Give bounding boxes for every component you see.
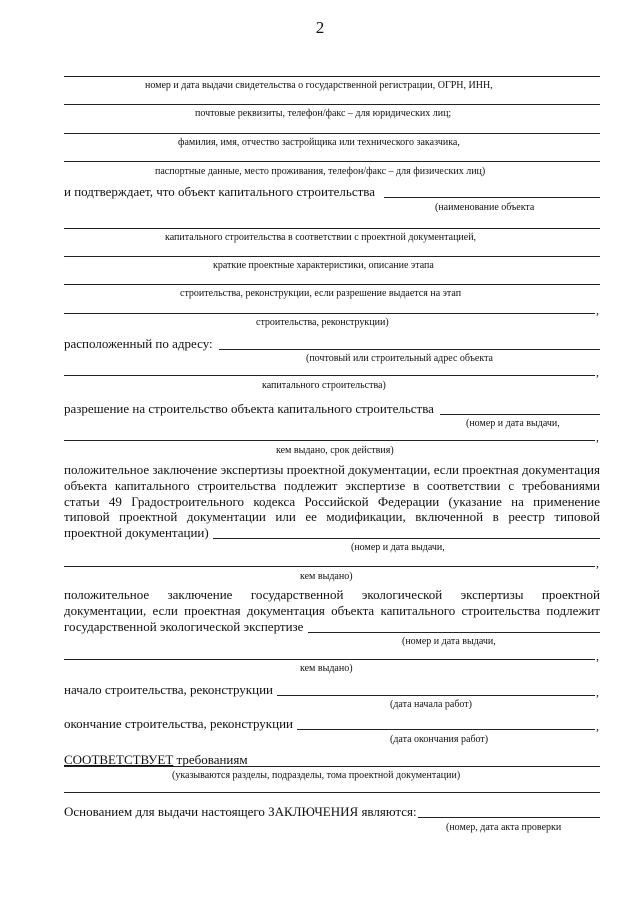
blank-line-fio	[64, 133, 600, 134]
blank-line-permit	[440, 414, 600, 415]
blank-line-expertise2	[64, 566, 595, 567]
text-complies	[64, 752, 248, 767]
expertise-line-5: проектной документации)	[64, 525, 209, 541]
blank-line-registration	[64, 76, 600, 77]
blank-line-stage2	[64, 313, 595, 314]
expertise-line-3: статьи 49 Градостроительного кодекса Российской Федерации (указание на применение	[64, 493, 600, 509]
complies-word: СООТВЕТСТВУЕТ	[64, 752, 174, 767]
eco-line-2: документации, если проектная документация объекта капитального строительства подлежит	[64, 602, 600, 618]
complies-rest: требованиям	[176, 752, 248, 767]
page-number: 2	[315, 18, 325, 37]
blank-line-postal	[64, 104, 600, 105]
blank-line-permit2	[64, 440, 595, 441]
blank-line-requirements2	[64, 792, 600, 793]
caption-postal: почтовые реквизиты, телефон/факс – для юридических лиц;	[195, 108, 452, 119]
paragraph-eco	[64, 587, 600, 634]
caption-basis: (номер, дата акта проверки	[446, 822, 562, 833]
caption-stage2: строительства, реконструкции)	[256, 317, 389, 328]
blank-line-brief	[64, 256, 600, 257]
blank-line-start	[277, 695, 595, 696]
text-end: окончание строительства, реконструкции	[64, 716, 293, 731]
caption-permit2: кем выдано, срок действия)	[276, 445, 394, 456]
blank-line-object-name	[384, 197, 600, 198]
expertise-line-2: объекта капитального строительства подлежит экспертизе в соответствии с требованиями	[64, 477, 600, 493]
comma-end: ,	[596, 719, 599, 733]
caption-brief: краткие проектные характеристики, описание этапа	[213, 260, 434, 271]
caption-expertise2: кем выдано)	[300, 571, 353, 582]
caption-permit: (номер и дата выдачи,	[466, 418, 560, 429]
caption-end: (дата окончания работ)	[390, 734, 489, 745]
caption-expertise: (номер и дата выдачи,	[351, 542, 445, 553]
eco-line-3: государственной экологической экспертизе	[64, 618, 304, 634]
caption-address2: капитального строительства)	[262, 380, 386, 391]
text-located: расположенный по адресу:	[64, 336, 213, 351]
blank-line-object-doc	[64, 228, 600, 229]
blank-line-address	[219, 349, 600, 350]
text-basis: Основанием для выдачи настоящего ЗАКЛЮЧЕНИЯ являются:	[64, 804, 417, 819]
blank-line-expertise	[213, 538, 600, 539]
caption-fio: фамилия, имя, отчество застройщика или технического заказчика,	[178, 137, 460, 148]
text-permit: разрешение на строительство объекта капитального строительства	[64, 401, 434, 416]
blank-line-stage	[64, 284, 600, 285]
comma-eco2: ,	[596, 649, 599, 663]
caption-registration: номер и дата выдачи свидетельства о государственной регистрации, ОГРН, ИНН,	[145, 80, 493, 91]
caption-eco: (номер и дата выдачи,	[402, 636, 496, 647]
comma-address2: ,	[596, 365, 599, 379]
caption-passport: паспортные данные, место проживания, телефон/факс – для физических лиц)	[155, 166, 486, 177]
blank-line-basis	[418, 817, 600, 818]
caption-object-doc: капитального строительства в соответствии с проектной документацией,	[165, 232, 477, 243]
eco-line-1: положительное заключение государственной экологической экспертизы проектной	[64, 587, 600, 602]
blank-line-eco	[308, 632, 600, 633]
blank-line-eco2	[64, 659, 595, 660]
text-start: начало строительства, реконструкции	[64, 682, 273, 697]
caption-requirements: (указываются разделы, подразделы, тома проектной документации)	[172, 770, 461, 781]
comma-expertise2: ,	[596, 556, 599, 570]
caption-start: (дата начала работ)	[390, 699, 472, 710]
comma-start: ,	[596, 685, 599, 699]
expertise-line-4: типовой проектной документации или ее модификации, включенной в реестр типовой	[64, 509, 600, 525]
text-confirms: и подтверждает, что объект капитального строительства	[64, 184, 376, 199]
caption-eco2: кем выдано)	[300, 663, 353, 674]
comma-stage2: ,	[596, 303, 599, 317]
paragraph-expertise	[64, 462, 600, 541]
expertise-line-1: положительное заключение экспертизы проектной документации, если проектная документация	[64, 462, 600, 477]
comma-permit2: ,	[596, 430, 599, 444]
caption-stage: строительства, реконструкции, если разрешение выдается на этап	[180, 288, 462, 299]
blank-line-requirements	[64, 766, 600, 767]
blank-line-passport	[64, 161, 600, 162]
caption-address: (почтовый или строительный адрес объекта	[306, 353, 493, 364]
blank-line-end	[297, 729, 595, 730]
caption-object-name: (наименование объекта	[435, 202, 535, 213]
blank-line-address2	[64, 375, 595, 376]
